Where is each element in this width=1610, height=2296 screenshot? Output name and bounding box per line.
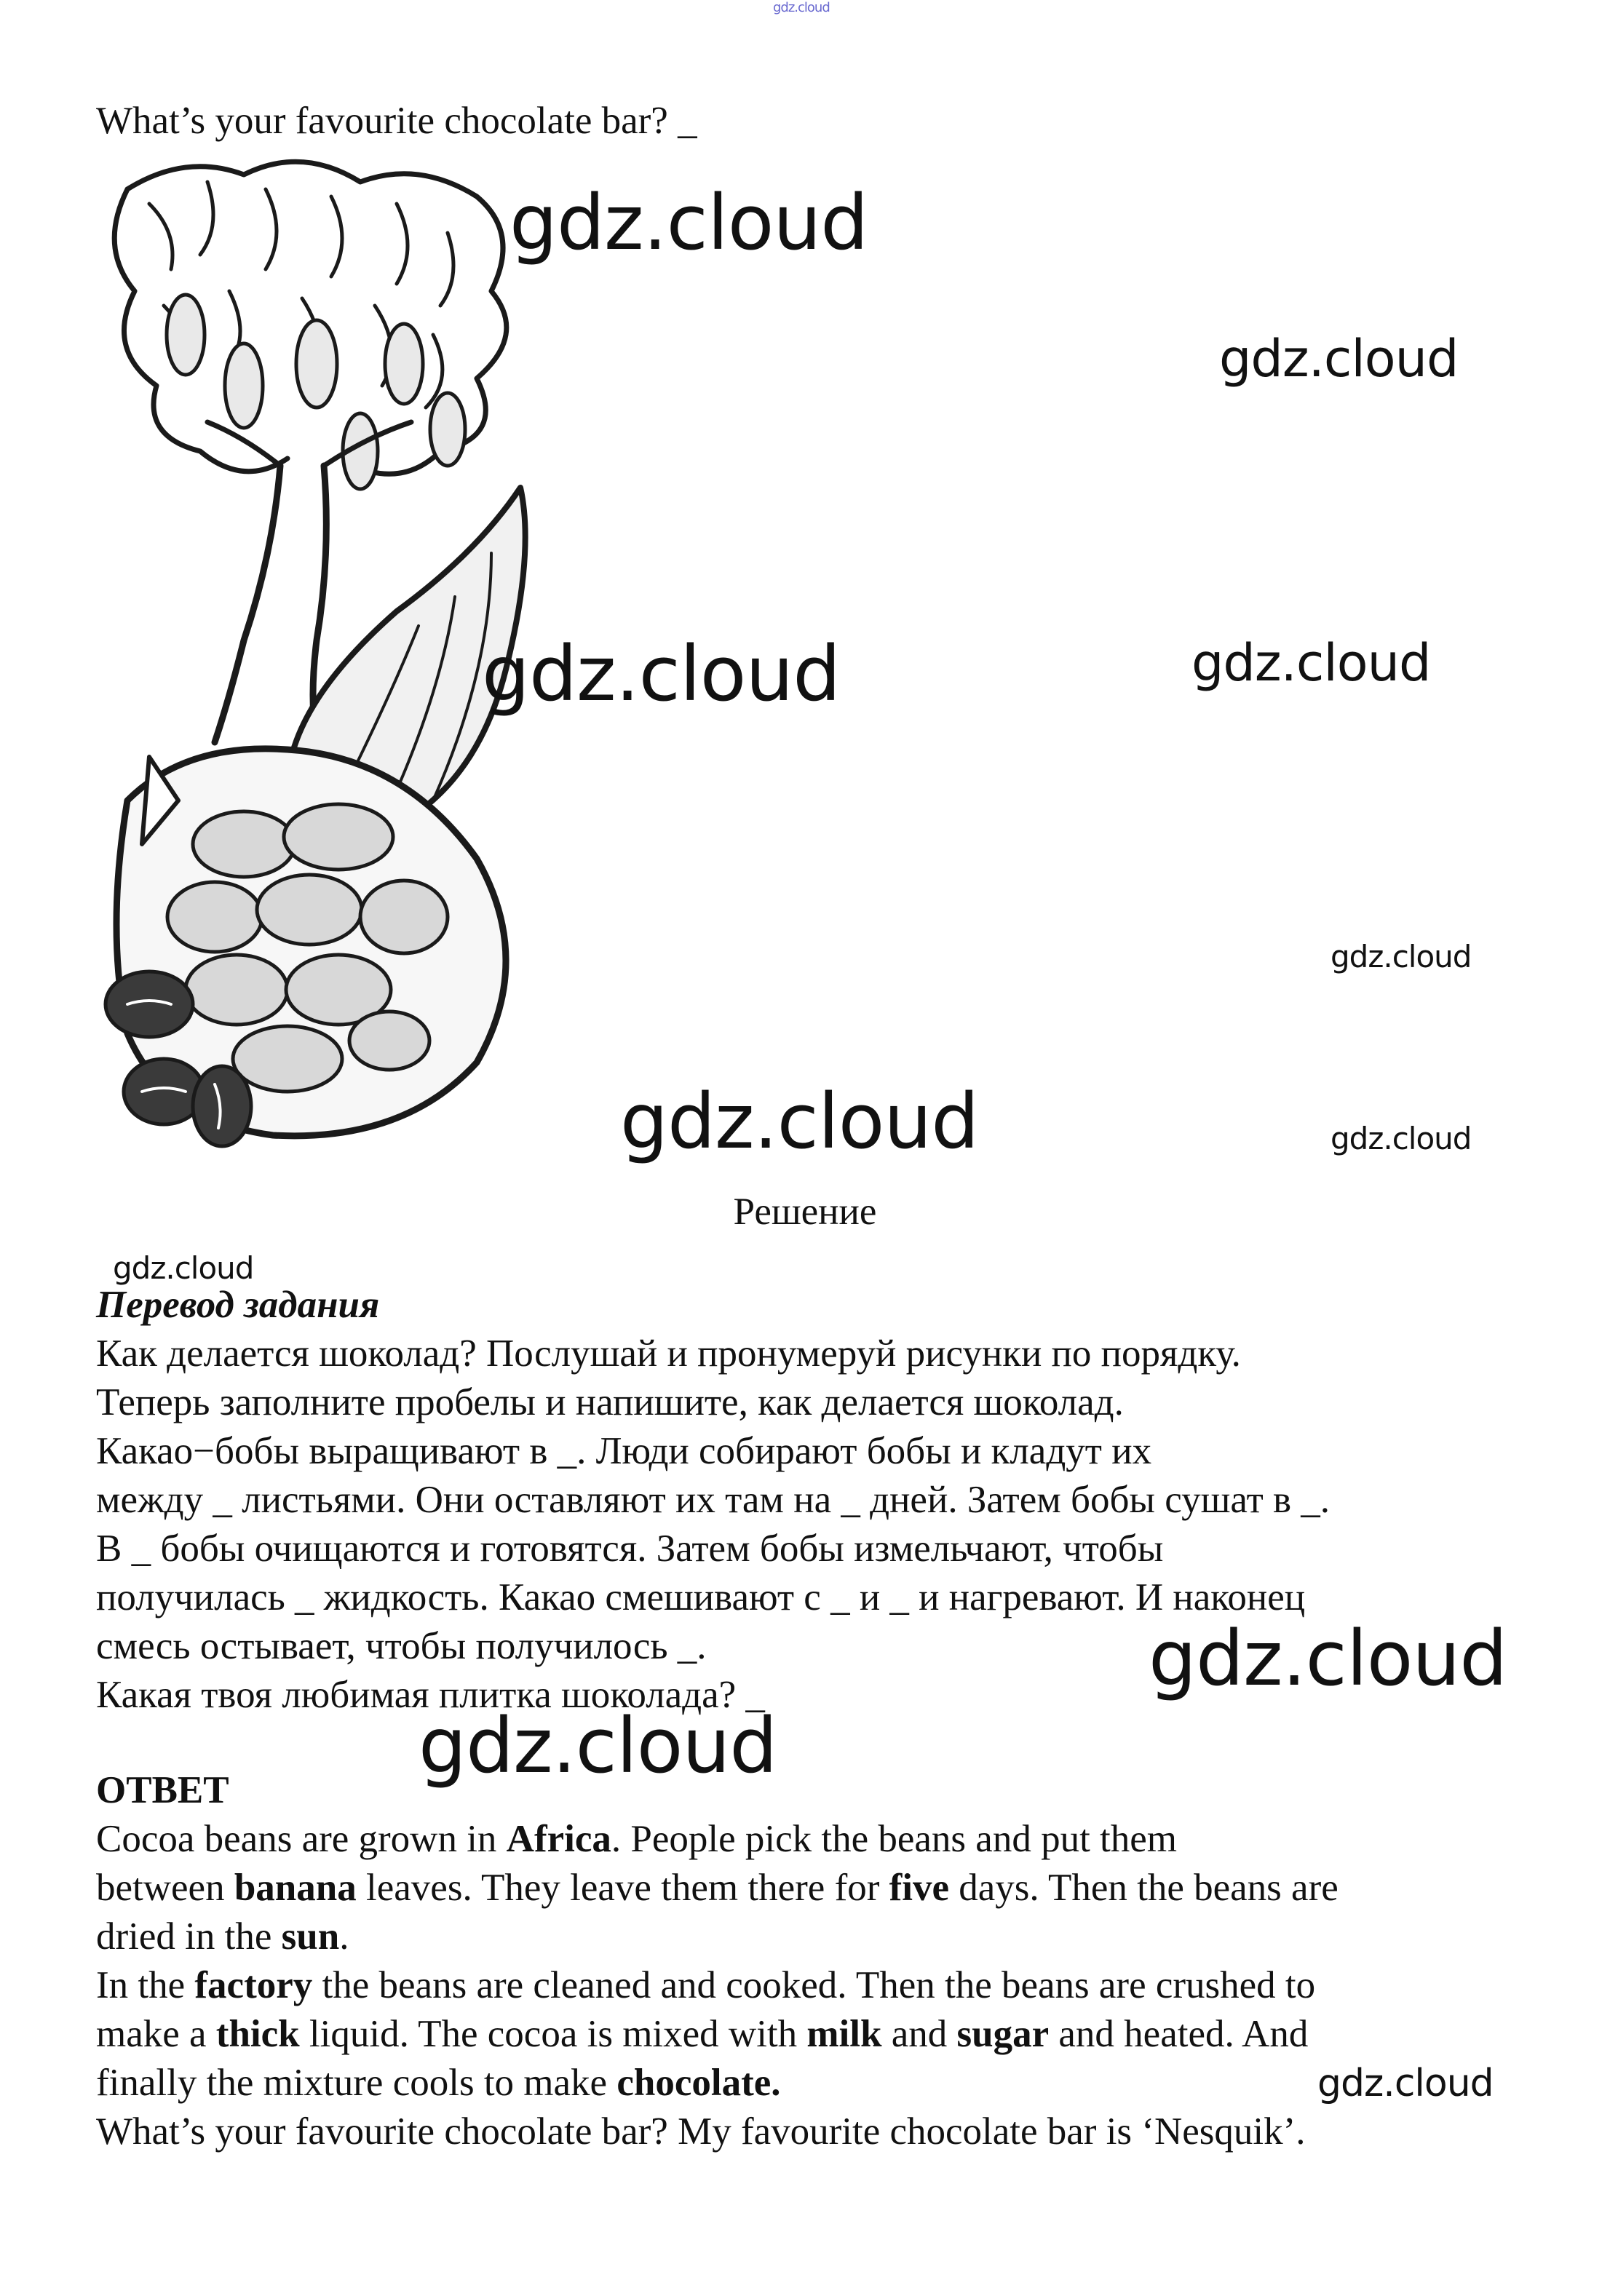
answer-line: In the factory the beans are cleaned and cooked. Then the beans are crushed to <box>96 1964 1316 2006</box>
watermark: gdz.cloud <box>620 1077 979 1166</box>
answer-line: Cocoa beans are grown in Africa. People pick the beans and put them <box>96 1818 1178 1860</box>
translation-line: между _ листьями. Они оставляют их там на _ дней. Затем бобы сушат в _. <box>96 1479 1331 1521</box>
cocoa-illustration <box>98 146 535 1150</box>
translation-heading: Перевод задания <box>96 1284 380 1326</box>
translation-line: Как делается шоколад? Послушай и пронумеруй рисунки по порядку. <box>96 1332 1241 1375</box>
translation-line: смесь остывает, чтобы получилось _. <box>96 1625 707 1667</box>
translation-line: получилась _ жидкость. Какао смешивают с _ и _ и нагревают. И наконец <box>96 1576 1306 1618</box>
watermark: gdz.cloud <box>1331 1121 1472 1156</box>
watermark: gdz.cloud <box>1317 2062 1494 2105</box>
translation-line: Какая твоя любимая плитка шоколада? _ <box>96 1674 765 1716</box>
question-top: What’s your favourite chocolate bar? _ <box>96 100 697 142</box>
watermark: gdz.cloud <box>1149 1614 1507 1703</box>
header-watermark: gdz.cloud <box>773 0 830 15</box>
answer-line: make a thick liquid. The cocoa is mixed with milk and sugar and heated. And <box>96 2013 1309 2055</box>
answer-line: dried in the sun. <box>96 1915 349 1958</box>
answer-line: between banana leaves. They leave them there for five days. Then the beans are <box>96 1867 1339 1909</box>
watermark: gdz.cloud <box>509 178 868 267</box>
translation-line: Теперь заполните пробелы и напишите, как делается шоколад. <box>96 1381 1124 1423</box>
watermark: gdz.cloud <box>482 629 841 718</box>
translation-line: Какао−бобы выращивают в _. Люди собирают бобы и кладут их <box>96 1430 1152 1472</box>
watermark: gdz.cloud <box>1331 939 1472 974</box>
answer-line: What’s your favourite chocolate bar? My favourite chocolate bar is ‘Nesquik’. <box>96 2110 1306 2153</box>
watermark: gdz.cloud <box>113 1250 254 1286</box>
translation-line: В _ бобы очищаются и готовятся. Затем бобы измельчают, чтобы <box>96 1528 1164 1570</box>
watermark: gdz.cloud <box>419 1701 777 1790</box>
answer-heading: ОТВЕТ <box>96 1769 229 1811</box>
solution-heading: Решение <box>733 1191 877 1233</box>
answer-line: finally the mixture cools to make chocolate. <box>96 2062 781 2104</box>
watermark: gdz.cloud <box>1219 329 1459 389</box>
cocoa-tree-illustration <box>98 146 535 1150</box>
watermark: gdz.cloud <box>1191 633 1431 693</box>
